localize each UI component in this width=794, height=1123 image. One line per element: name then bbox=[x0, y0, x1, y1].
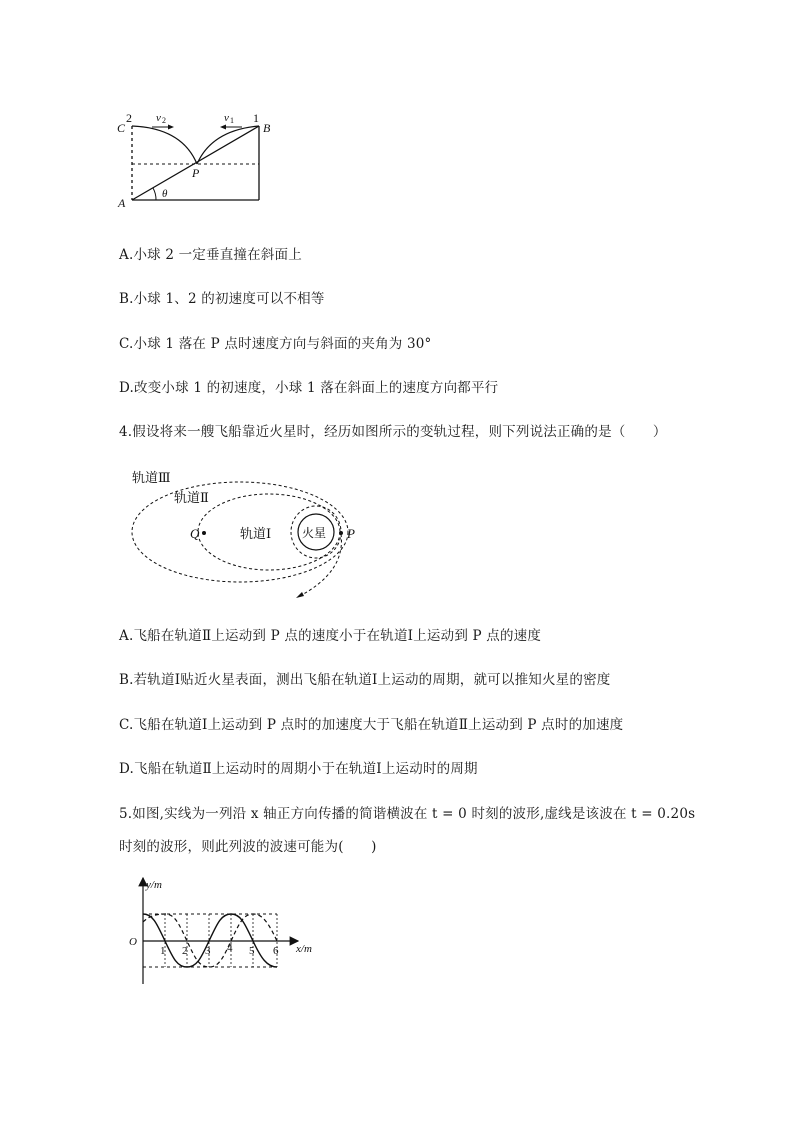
x-tick-1: 1 bbox=[160, 945, 166, 957]
x-tick-3: 3 bbox=[205, 945, 211, 957]
y-axis-label: y/m bbox=[146, 879, 162, 891]
incline-projectile-figure bbox=[112, 108, 282, 212]
q3-option-c: C.小球 1 落在 P 点时速度方向与斜面的夹角为 30° bbox=[119, 336, 432, 352]
x-tick-6: 6 bbox=[273, 945, 279, 957]
v1-subscript: 1 bbox=[230, 116, 234, 125]
q5-stem-line-1: 5.如图,实线为一列沿 x 轴正方向传播的简谐横波在 t = 0 时刻的波形,虚线是该波在 t = 0.20s bbox=[119, 806, 696, 822]
theta-label: θ bbox=[162, 188, 168, 200]
point-q-label: Q bbox=[190, 526, 200, 541]
point-p-orbit-label: P bbox=[347, 526, 355, 541]
q4-option-d: D.飞船在轨道Ⅱ上运动时的周期小于在轨道Ⅰ上运动时的周期 bbox=[119, 761, 478, 777]
x-tick-2: 2 bbox=[182, 945, 188, 957]
q3-option-b: B.小球 1、2 的初速度可以不相等 bbox=[119, 291, 325, 307]
x-tick-5: 5 bbox=[249, 945, 255, 957]
x-tick-4: 4 bbox=[227, 942, 233, 954]
v2-subscript: 2 bbox=[162, 116, 166, 125]
point-b-label: B bbox=[263, 121, 271, 135]
q4-stem: 4.假设将来一艘飞船靠近火星时，经历如图所示的变轨过程，则下列说法正确的是（ ） bbox=[119, 424, 667, 440]
q4-option-a: A.飞船在轨道Ⅱ上运动到 P 点的速度小于在轨道Ⅰ上运动到 P 点的速度 bbox=[119, 628, 542, 644]
origin-label: O bbox=[129, 936, 137, 948]
orbit-1-label: 轨道Ⅰ bbox=[240, 526, 272, 541]
orbit-2-label: 轨道Ⅱ bbox=[174, 490, 209, 505]
q5-stem-line-2: 时刻的波形，则此列波的波速可能为( ) bbox=[119, 839, 377, 855]
q4-option-c: C.飞船在轨道Ⅰ上运动到 P 点时的加速度大于飞船在轨道Ⅱ上运动到 P 点时的加速度 bbox=[119, 717, 624, 733]
mars-label: 火星 bbox=[302, 526, 327, 540]
x-axis-label: x/m bbox=[296, 943, 312, 955]
v2-label: v bbox=[156, 112, 161, 124]
q3-option-a: A.小球 2 一定垂直撞在斜面上 bbox=[119, 247, 302, 263]
ball-2-label: 2 bbox=[126, 111, 132, 125]
q3-option-d: D.改变小球 1 的初速度，小球 1 落在斜面上的速度方向都平行 bbox=[119, 380, 499, 396]
orbit-3-label: 轨道Ⅲ bbox=[132, 470, 171, 485]
point-p-label: P bbox=[192, 166, 200, 180]
orbit-transfer-figure bbox=[118, 462, 368, 602]
v1-label: v bbox=[224, 112, 229, 124]
wave-graph-figure bbox=[120, 872, 330, 990]
q4-option-b: B.若轨道Ⅰ贴近火星表面，测出飞船在轨道Ⅰ上运动的周期，就可以推知火星的密度 bbox=[119, 672, 611, 688]
point-a-label: A bbox=[118, 196, 126, 210]
ball-1-label: 1 bbox=[253, 111, 259, 125]
point-c-label: C bbox=[117, 121, 126, 135]
